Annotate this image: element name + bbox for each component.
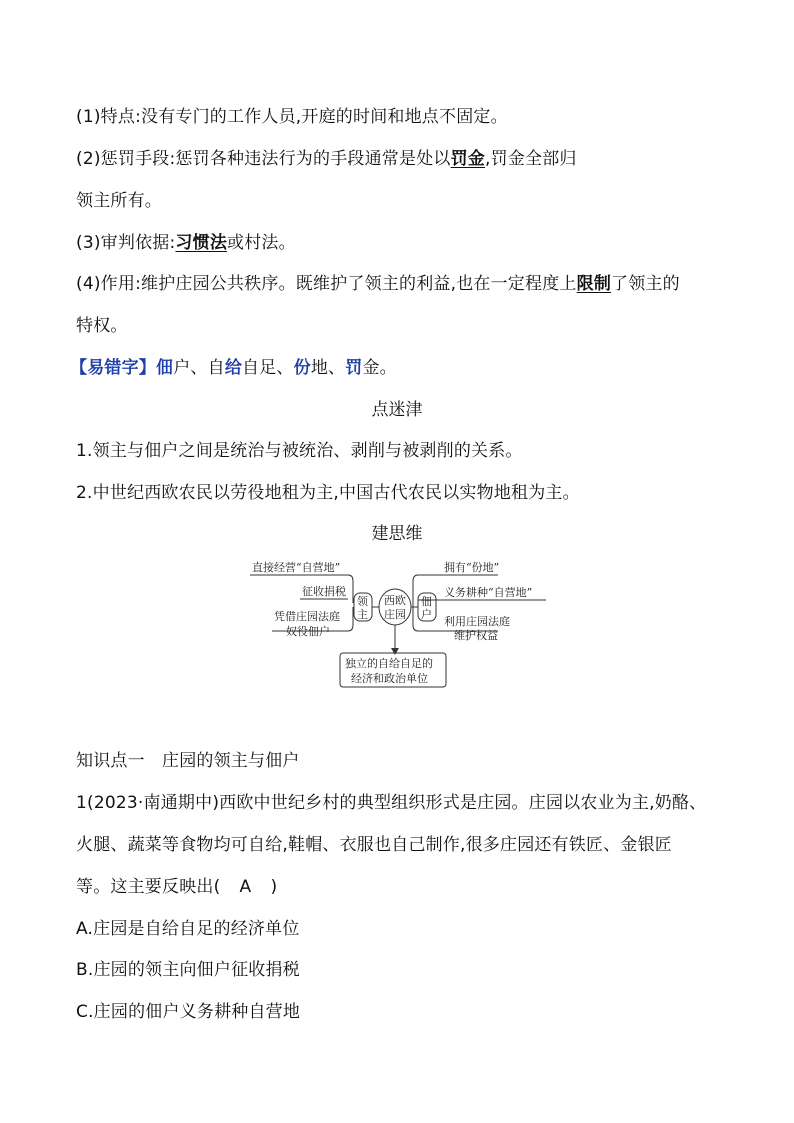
- mind-map-diagram: [240, 555, 560, 690]
- manor-line-1: 西欧: [384, 594, 406, 607]
- left-item-3: 凭借庄园法庭: [274, 610, 340, 623]
- note-basis-post: 或村法。: [227, 233, 296, 253]
- typo-line: [70, 357, 397, 379]
- note-punishment: [76, 148, 577, 170]
- note-role-pre: (4)作用:维护庄园公共秩序。既维护了领主的利益,也在一定程度上: [76, 274, 577, 294]
- answer-a: A: [239, 877, 252, 897]
- right-item-1: 拥有“份地”: [444, 561, 500, 574]
- dianmijin-item-1: 1.领主与佃户之间是统治与被统治、剥削与被剥削的关系。: [76, 441, 523, 461]
- typo-text-3: 地、: [310, 358, 346, 378]
- note-punishment-pre: (2)惩罚手段:惩罚各种违法行为的手段通常是处以: [76, 149, 451, 169]
- note-basis-pre: (3)审判依据:: [76, 233, 176, 253]
- typo-text-2: 自足、: [242, 358, 294, 378]
- manor-line-2: 庄园: [384, 608, 406, 621]
- bottom-line-2: 经济和政治单位: [351, 672, 428, 685]
- note-punishment-cont: 领主所有。: [76, 191, 162, 211]
- lord-char-2: 主: [357, 608, 368, 621]
- typo-text-4: 金。: [362, 358, 397, 378]
- typo-word-4: 罚: [345, 358, 363, 378]
- note-basis: [76, 232, 296, 254]
- keyword-custom-law: 习惯法: [175, 233, 228, 253]
- question-1-paren-close: ): [270, 877, 278, 897]
- typo-word-1: 佃: [156, 358, 174, 378]
- right-item-4: 维护权益: [454, 629, 498, 642]
- typo-word-2: 给: [224, 358, 243, 378]
- option-c: C.庄园的佃户义务耕种自营地: [76, 1002, 301, 1022]
- typo-text-1: 户、自: [173, 358, 225, 378]
- question-1-line-3: [76, 876, 277, 898]
- keyword-fine: 罚金: [450, 149, 486, 169]
- left-item-4: 奴役佃户: [286, 625, 330, 638]
- question-1-line-2: 火腿、蔬菜等食物均可自给,鞋帽、衣服也自己制作,很多庄园还有铁匠、金银匠: [76, 835, 673, 855]
- left-item-2: 征收捐税: [302, 585, 346, 598]
- option-b: B.庄园的领主向佃户征收捐税: [76, 960, 300, 980]
- dianmijin-item-2: 2.中世纪西欧农民以劳役地租为主,中国古代农民以实物地租为主。: [76, 483, 580, 503]
- left-item-1: 直接经营“自营地”: [252, 561, 341, 574]
- section-title: 知识点一 庄园的领主与佃户: [76, 751, 300, 771]
- note-role-post: 了领主的: [611, 274, 680, 294]
- right-item-3: 利用庄园法庭: [444, 615, 510, 628]
- dianmijin-heading: 点迷津: [371, 400, 423, 420]
- note-role-cont: 特权。: [76, 316, 128, 336]
- arrow-head: [391, 648, 399, 655]
- note-punishment-post: ,罚金全部归: [485, 149, 577, 169]
- question-1-line-1: 1(2023·南通期中)西欧中世纪乡村的典型组织形式是庄园。庄园以农业为主,奶酪、: [76, 793, 707, 813]
- right-item-2: 义务耕种“自营地”: [444, 586, 533, 599]
- diagram-heading: 建思维: [371, 524, 423, 544]
- bottom-line-1: 独立的自给自足的: [345, 657, 433, 670]
- note-role: [76, 273, 680, 295]
- tenant-char-1: 佃: [421, 595, 432, 608]
- lord-char-1: 领: [357, 595, 368, 608]
- keyword-restrict: 限制: [576, 274, 612, 294]
- typo-label: 【易错字】: [70, 358, 156, 378]
- note-feature: (1)特点:没有专门的工作人员,开庭的时间和地点不固定。: [76, 107, 508, 127]
- question-1-stem-end: 等。这主要反映出(: [76, 877, 221, 897]
- tenant-char-2: 户: [421, 608, 432, 621]
- typo-word-3: 份: [293, 358, 311, 378]
- option-a: A.庄园是自给自足的经济单位: [76, 919, 300, 939]
